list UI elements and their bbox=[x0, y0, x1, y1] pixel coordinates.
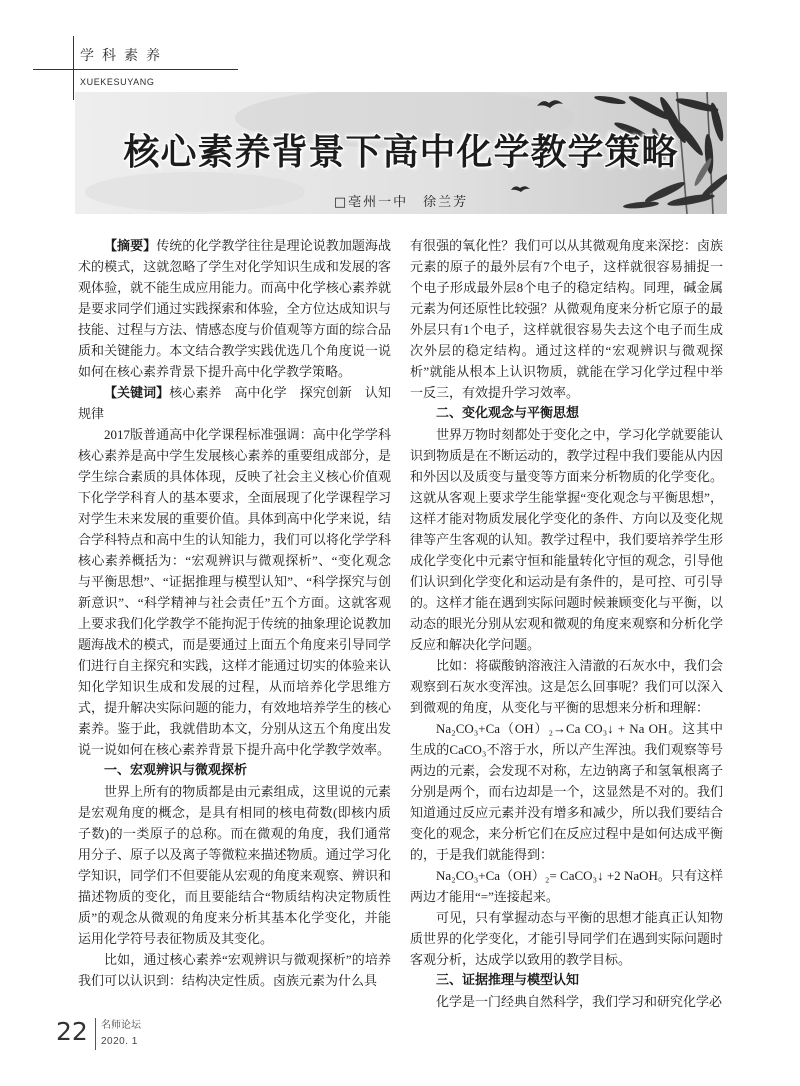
body-paragraph: 世界万物时刻都处于变化之中，学习化学就要能认识到物质是在不断运动的，教学过程中我们要能从内因和外因以及质变与量变等方面来分析物质的化学变化。这就从客观上要求学生能掌握“变化观念与平衡思想”，这样才能对物质发展化学变化的条件、方向以及变化规律等产生客观的认知。教学过程中，我们要培养学生形成化学变化中元素守恒和能量转化守恒的观念，引导他们认识到化学变化和运动是有条件的，是可控、可引导的。这样才能在遇到实际问题时候兼顾变化与平衡，以动态的眼光分别从宏观和微观的角度来观察和分析化学反应和解决化学问题。 bbox=[410, 427, 723, 652]
section-heading-1: 一、宏观辨识与微观探析 bbox=[104, 763, 248, 778]
publication-name: 名师论坛 bbox=[101, 1020, 141, 1031]
intro-paragraph: 2017版普通高中化学课程标准强调：高中化学学科核心素养是高中学生发展核心素养的重要组成部分，是学生综合素质的具体体现，反映了社会主义核心价值观下化学学科育人的基本要求，全面展现了化学课程学习对学生未来发展的重要价值。具体到高中化学来说，结合学科特点和高中生的认知能力，我们可以将化学学科核心素养概括为：“宏观辨识与微观探析”、“变化观念与平衡思想”、“证据推理与模型认知”、“科学探究与创新意识”、“科学精神与社会责任”五个方面。这就客观上要求我们化学教学不能拘泥于传统的抽象理论说教加题海战术的模式，而是要通过上面五个角度来引导同学们进行自主探究和实践，这样才能通过切实的体验来认知化学知识生成和发展的过程，从而培养化学思维方式，提升解决实际问题的能力，有效地培养学生的核心素养。鉴于此，我就借助本文，分别从这五个角度出发说一说如何在核心素养背景下提升高中化学教学效率。 bbox=[78, 427, 391, 757]
header-corner-rule bbox=[73, 36, 74, 100]
abstract bbox=[78, 235, 391, 382]
section-title: 学科素养 bbox=[80, 48, 168, 64]
equation-paragraph: Na₂CO₃+Ca（OH）₂= CaCO₃↓ +2 NaOH。只有这样两边才能用“=”连接起来。 bbox=[410, 868, 723, 904]
article-banner bbox=[75, 92, 727, 214]
body-paragraph: 可见，只有掌握动态与平衡的思想才能真正认知物质世界的化学变化，才能引导同学们在遇到实际问题时客观分析，达成学以致用的教学目标。 bbox=[410, 910, 723, 967]
left-column bbox=[78, 235, 391, 991]
body-paragraph: 世界上所有的物质都是由元素组成，这里说的元素是宏观角度的概念，是具有相同的核电荷数(即核内质子数)的一类原子的总称。而在微观的角度，我们通常用分子、原子以及离子等微粒来描述物质。通过学习化学知识，同学们不但要能从宏观的角度来观察、辨识和描述物质的变化，而且要能结合“物质结构决定物质性质”的观念从微观的角度来分析其基本化学变化，并能运用化学符号表征物质及其变化。 bbox=[78, 784, 391, 946]
author-byline: □亳州一中 徐兰芳 bbox=[333, 195, 469, 210]
section-heading-2: 二、变化观念与平衡思想 bbox=[436, 406, 580, 421]
continued-paragraph: 有很强的氧化性？我们可以从其微观角度来深挖：卤族元素的原子的最外层有7个电子，这样就很容易捕捉一个电子形成最外层8个电子的稳定结构。同理，碱金属元素为何还原性比较强？从微观角度来分析它原子的最外层只有1个电子，这样就很容易失去这个电子而生成次外层的稳定结构。通过这样的“宏观辨识与微观探析”就能从根本上认识物质，就能在学习化学过程中举一反三，有效提升学习效率。 bbox=[410, 238, 723, 400]
keywords bbox=[78, 382, 391, 424]
page-number: 22 bbox=[56, 1017, 88, 1046]
issue-date: 2020. 1 bbox=[101, 1036, 138, 1047]
article-title: 核心素养背景下高中化学教学策略 bbox=[123, 132, 679, 173]
keywords-label: 【关键词】 bbox=[104, 385, 170, 400]
section-pinyin: XUEKESUYANG bbox=[80, 77, 155, 87]
header-rule bbox=[33, 69, 238, 70]
section-heading-3: 三、证据推理与模型认知 bbox=[436, 973, 580, 988]
right-column bbox=[410, 235, 723, 1012]
keywords-text: 核心素养 高中化学 探究创新 认知规律 bbox=[78, 385, 391, 421]
body-paragraph: 比如：将碳酸钠溶液注入清澈的石灰水中，我们会观察到石灰水变浑浊。这是怎么回事呢？我们可以深入到微观的角度，从变化与平衡的思想来分析和理解： bbox=[410, 658, 723, 715]
equation-paragraph: Na₂CO₃+Ca（OH）₂→Ca CO₃↓ + Na OH。这其中生成的CaCO₃不溶于水，所以产生浑浊。我们观察等号两边的元素，会发现不对称，左边钠离子和氢氧根离子分别是两个，而右边却是一个，这显然是不对的。我们知道通过反应元素并没有增多和减少，所以我们要结合变化的观念，来分析它们在反应过程中是如何达成平衡的，于是我们就能得到： bbox=[410, 721, 723, 862]
footer-divider bbox=[95, 1018, 96, 1050]
body-paragraph: 化学是一门经典自然科学，我们学习和研究化学必 bbox=[436, 994, 723, 1009]
abstract-label: 【摘要】 bbox=[104, 238, 157, 253]
abstract-text: 传统的化学教学往往是理论说教加题海战术的模式，这就忽略了学生对化学知识生成和发展的客观体验，就不能生成应用能力。而高中化学核心素养就是要求同学们通过实践探索和体验，全方位达成知识与技能、过程与方法、情感态度与价值观等方面的综合品质和关键能力。本文结合教学实践优选几个角度说一说如何在核心素养背景下提升高中化学教学策略。 bbox=[78, 238, 391, 379]
body-paragraph: 比如，通过核心素养“宏观辨识与微观探析”的培养我们可以认识到：结构决定性质。卤族元素为什么具 bbox=[78, 952, 391, 988]
